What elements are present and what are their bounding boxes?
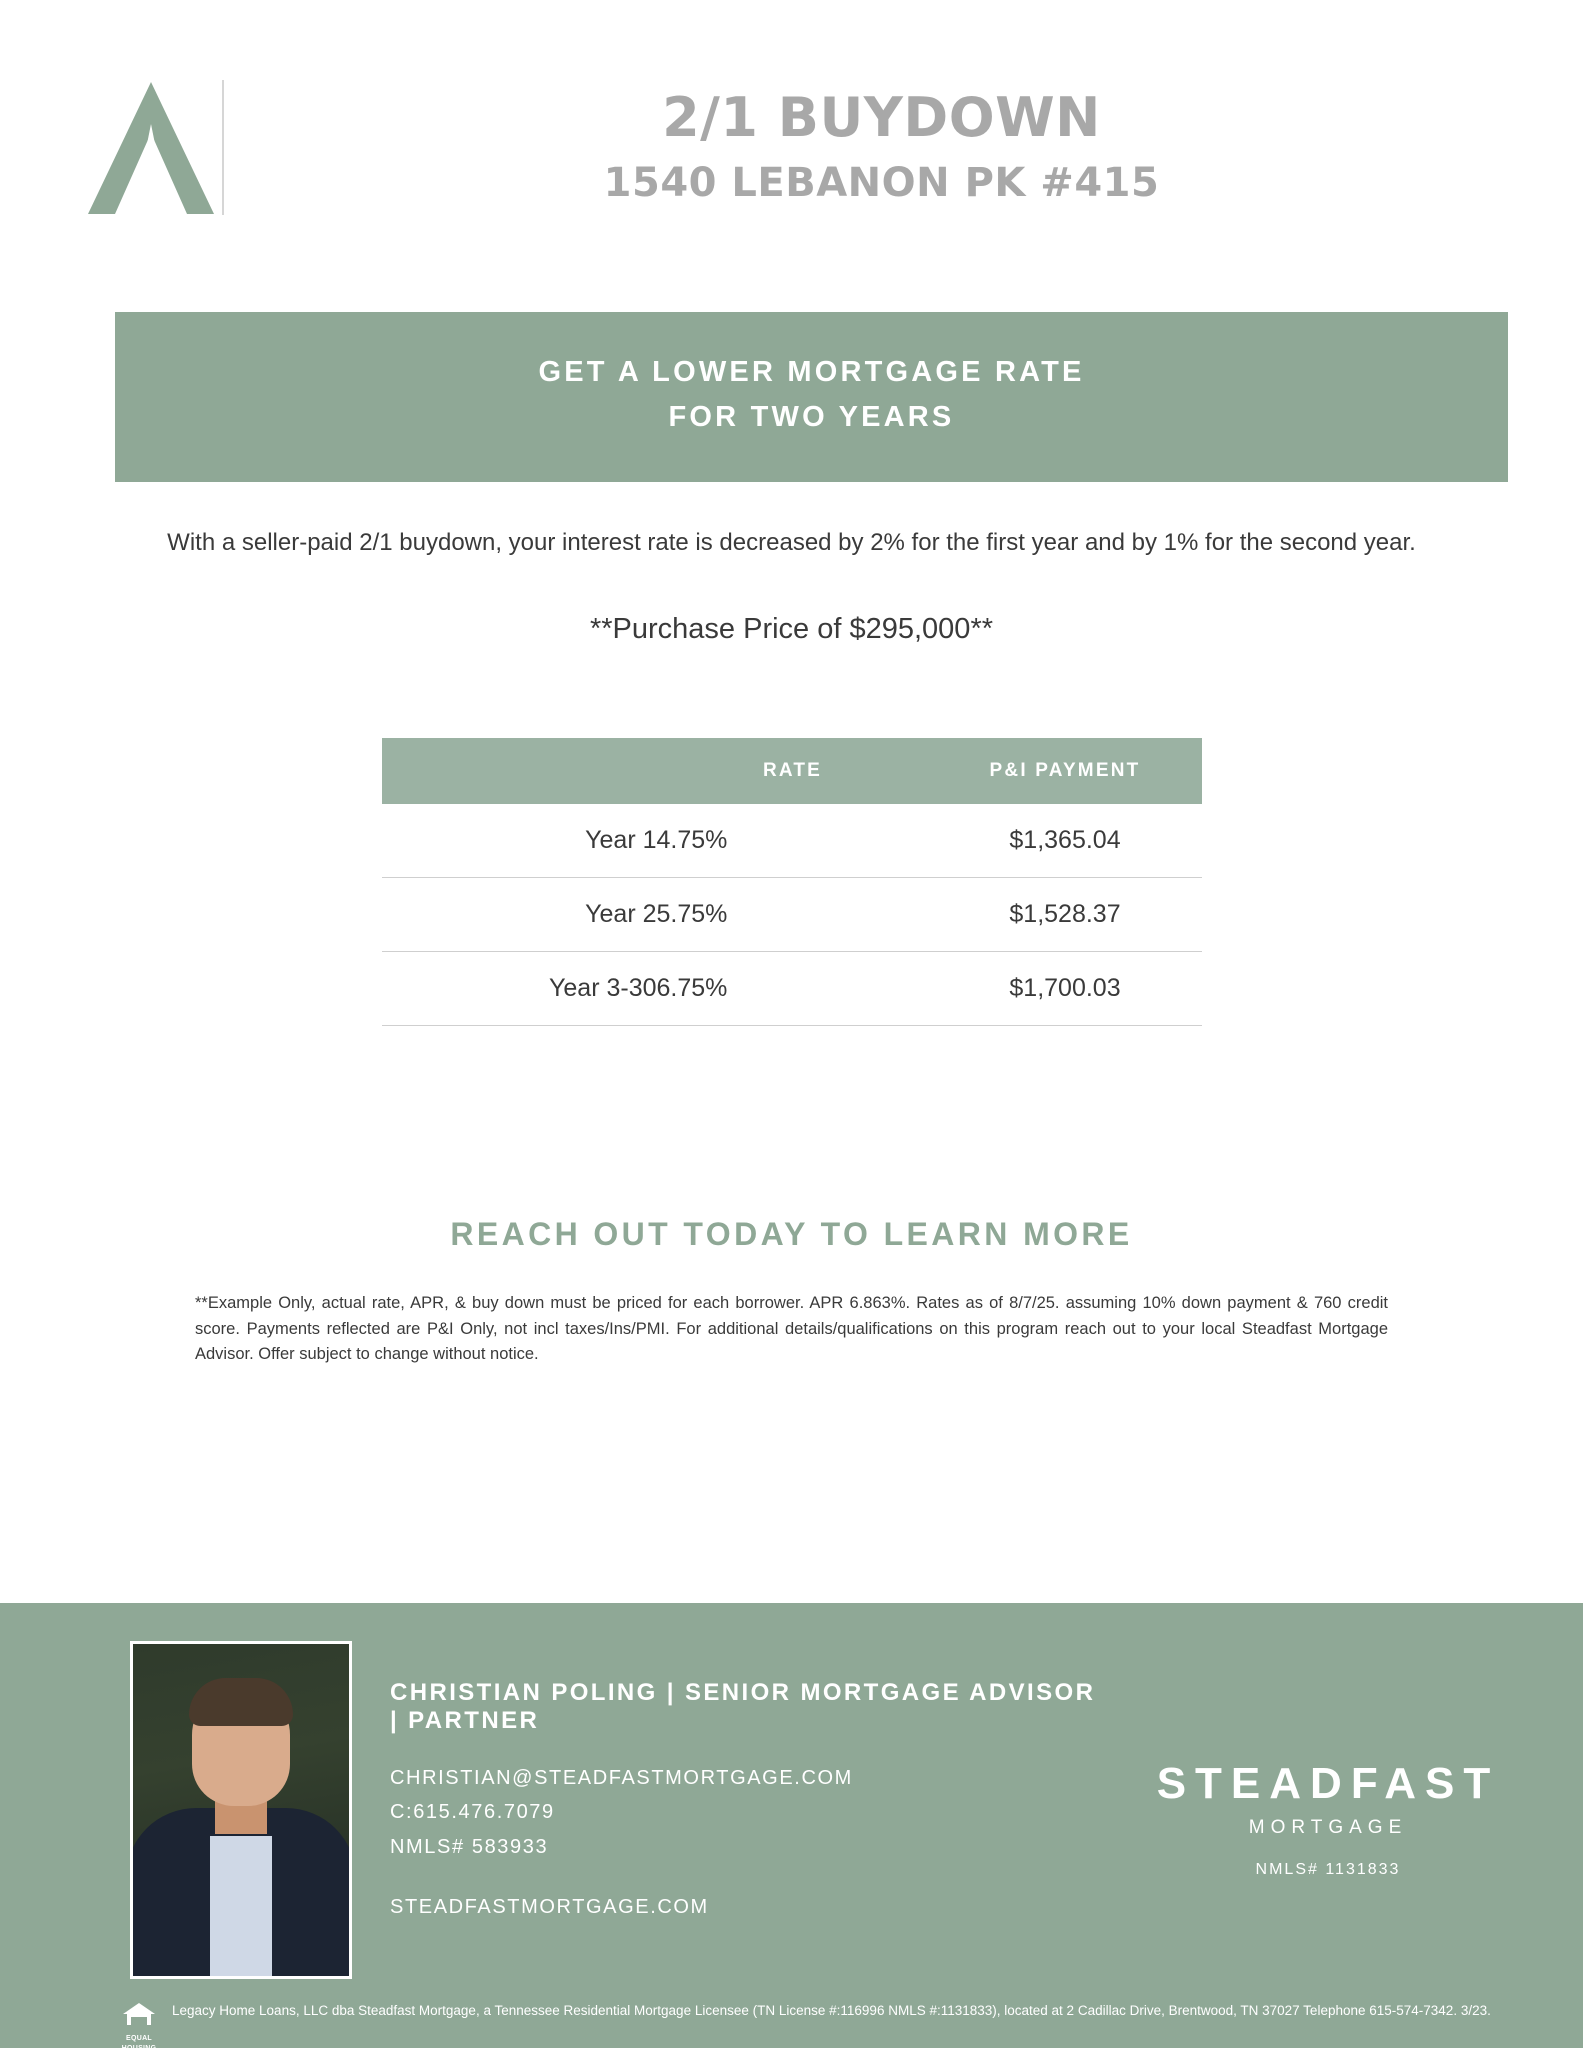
table-header-row	[382, 738, 1202, 804]
table-row	[382, 878, 1202, 952]
header	[0, 0, 1583, 240]
table-header-blank	[382, 738, 657, 804]
brand-block	[1113, 1641, 1583, 1979]
banner-line-1: GET A LOWER MORTGAGE RATE	[538, 356, 1085, 388]
footer-main	[0, 1603, 1583, 1979]
header-divider	[222, 80, 224, 215]
advisor-phone[interactable]: C:615.476.7079	[390, 1801, 555, 1824]
title-block	[300, 86, 1583, 206]
advisor-nmls: NMLS# 583933	[390, 1835, 549, 1858]
page-subtitle: 1540 LEBANON PK #415	[603, 159, 1160, 206]
page-title: 2/1 BUYDOWN	[662, 86, 1101, 150]
row-payment: $1,365.04	[929, 804, 1202, 878]
advisor-name: CHRISTIAN POLING | SENIOR MORTGAGE ADVISOR | PARTNER	[390, 1679, 1096, 1734]
call-to-action-heading: REACH OUT TODAY TO LEARN MORE	[450, 1216, 1133, 1253]
intro-paragraph: With a seller-paid 2/1 buydown, your interest rate is decreased by 2% for the first year and by 1% for the second year.	[167, 528, 1416, 556]
avatar-shirt	[210, 1836, 272, 1976]
row-payment: $1,528.37	[929, 878, 1202, 952]
row-term: Year 2	[382, 878, 657, 952]
rate-table-wrapper	[382, 738, 1202, 1026]
row-term: Year 1	[382, 804, 657, 878]
row-rate: 6.75%	[657, 952, 929, 1026]
legal-text: Legacy Home Loans, LLC dba Steadfast Mortgage, a Tennessee Residential Mortgage Licensee (TN License #:116996 NMLS #:1131833), located at 2 Cadillac Drive, Brentwood, TN 37027 Telephone 615-574-7342. 3/23.	[172, 2003, 1491, 2018]
advisor-email[interactable]: CHRISTIAN@STEADFASTMORTGAGE.COM	[390, 1767, 853, 1789]
avatar	[130, 1641, 352, 1979]
headline-banner	[115, 312, 1508, 482]
footer	[0, 1603, 1583, 2062]
rate-table	[382, 738, 1202, 1026]
avatar-hair	[189, 1678, 293, 1726]
row-rate: 5.75%	[657, 878, 929, 952]
brand-name: STEADFAST	[1156, 1759, 1500, 1808]
table-header-rate: RATE	[657, 738, 929, 804]
brand-nmls: NMLS# 1131833	[1255, 1861, 1401, 1878]
equal-housing-lender-icon	[118, 2001, 160, 2064]
disclaimer-text: **Example Only, actual rate, APR, & buy down must be priced for each borrower. APR 6.863%. Rates as of 8/7/25. assuming 10% down payment & 760 credit score. Payments reflected are P&I Only, not incl taxes/Ins/PMI. For additional details/qualifications on this program reach out to your local Steadfast Mortgage Advisor. Offer subject to change without notice.	[195, 1294, 1388, 1364]
row-term: Year 3-30	[382, 952, 657, 1026]
purchase-price-line: **Purchase Price of $295,000**	[589, 613, 994, 646]
row-rate: 4.75%	[657, 804, 929, 878]
brand-subtitle: MORTGAGE	[1248, 1817, 1408, 1838]
advisor-website[interactable]: STEADFASTMORTGAGE.COM	[390, 1896, 709, 1919]
table-row	[382, 952, 1202, 1026]
chevron-mark-logo-icon	[76, 73, 226, 223]
table-header-payment: P&I PAYMENT	[929, 738, 1202, 804]
contact-block	[352, 1641, 1113, 1979]
logo-area	[0, 73, 300, 223]
table-row	[382, 804, 1202, 878]
eho-label: EQUAL HOUSING LENDER	[121, 2034, 157, 2062]
legal-block	[0, 1979, 1583, 2064]
banner-line-2: FOR TWO YEARS	[668, 400, 955, 433]
row-payment: $1,700.03	[929, 952, 1202, 1026]
house-icon	[122, 2001, 156, 2027]
